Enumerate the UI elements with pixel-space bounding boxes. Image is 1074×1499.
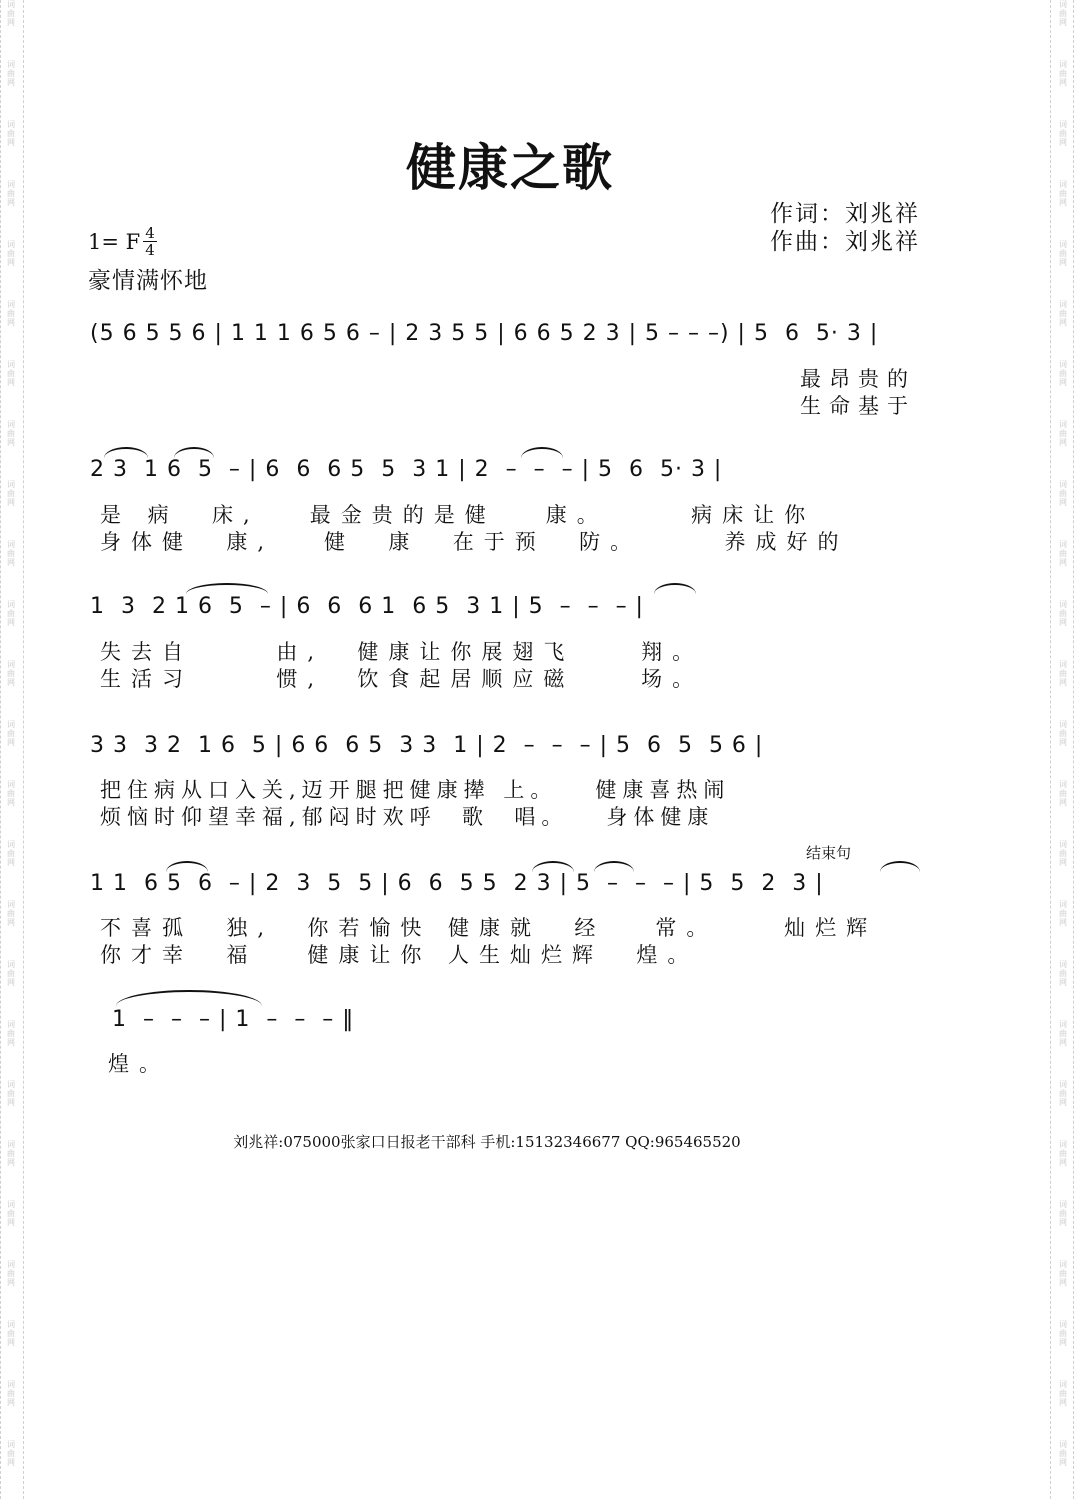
watermark-char: 词 (7, 300, 15, 309)
watermark-char: 网 (7, 318, 15, 327)
watermark-char: 曲 (7, 1449, 15, 1458)
watermark-char: 曲 (7, 1089, 15, 1098)
watermark-char: 网 (1059, 1398, 1067, 1407)
watermark-char: 词 (7, 600, 15, 609)
watermark-char: 曲 (1059, 489, 1067, 498)
key-signature: 1= F (88, 230, 141, 254)
watermark-char: 网 (7, 378, 15, 387)
watermark-char: 网 (1059, 738, 1067, 747)
watermark-stack (1052, 1020, 1074, 1047)
watermark-char: 网 (1059, 798, 1067, 807)
contact-footer: 刘兆祥:075000张家口日报老干部科 手机:15132346677 QQ:965465520 (233, 1133, 741, 1151)
notation-system-6: 1 – – – | 1 – – – ‖ (112, 1007, 355, 1032)
watermark-stack (0, 1320, 22, 1347)
watermark-char: 网 (1059, 618, 1067, 627)
watermark-stack (1052, 540, 1074, 567)
watermark-char: 网 (1059, 498, 1067, 507)
watermark-char: 网 (1059, 1158, 1067, 1167)
watermark-char: 网 (1059, 258, 1067, 267)
watermark-char: 词 (7, 1020, 15, 1029)
watermark-char: 词 (1059, 960, 1067, 969)
watermark-char: 词 (7, 960, 15, 969)
watermark-char: 网 (7, 918, 15, 927)
watermark-stack (1052, 960, 1074, 987)
watermark-char: 曲 (7, 69, 15, 78)
watermark-stack (0, 1080, 22, 1107)
watermark-char: 网 (7, 1038, 15, 1047)
watermark-char: 曲 (7, 429, 15, 438)
lyricist-credit: 作词：刘兆祥 (770, 201, 920, 227)
watermark-char: 曲 (7, 969, 15, 978)
watermark-char: 曲 (1059, 1209, 1067, 1218)
lyric-system-4-verse-1: 把住病从口入关,迈开腿把健康撵 上。 健康喜热闹 (100, 778, 731, 802)
watermark-char: 词 (7, 420, 15, 429)
watermark-char: 曲 (7, 849, 15, 858)
watermark-char: 曲 (1059, 909, 1067, 918)
watermark-char: 曲 (1059, 1149, 1067, 1158)
watermark-char: 词 (1059, 240, 1067, 249)
watermark-char: 曲 (7, 549, 15, 558)
watermark-char: 词 (7, 1080, 15, 1089)
watermark-char: 网 (7, 1278, 15, 1287)
watermark-char: 曲 (1059, 1089, 1067, 1098)
time-signature-bottom: 4 (145, 241, 155, 259)
watermark-stack (0, 1200, 22, 1227)
watermark-stack (0, 420, 22, 447)
watermark-stack (1052, 660, 1074, 687)
notation-system-4: 3 3 3 2 1 6 5 | 6 6 6 5 3 3 1 | 2 – – – | 5 6 5 5 6 | (90, 733, 764, 758)
watermark-stack (1052, 300, 1074, 327)
watermark-char: 网 (1059, 1218, 1067, 1227)
watermark-stack (0, 540, 22, 567)
watermark-char: 曲 (7, 189, 15, 198)
watermark-char: 曲 (7, 1269, 15, 1278)
watermark-char: 曲 (1059, 609, 1067, 618)
watermark-char: 曲 (1059, 729, 1067, 738)
watermark-char: 曲 (7, 609, 15, 618)
watermark-char: 曲 (1059, 1389, 1067, 1398)
watermark-stack (1052, 1080, 1074, 1107)
watermark-char: 网 (1059, 918, 1067, 927)
watermark-char: 曲 (7, 309, 15, 318)
lyric-system-1-verse-1: 最昂贵的 (800, 367, 916, 391)
watermark-char: 词 (7, 540, 15, 549)
watermark-char: 曲 (1059, 1029, 1067, 1038)
watermark-char: 网 (7, 138, 15, 147)
watermark-char: 曲 (7, 1209, 15, 1218)
watermark-char: 曲 (1059, 1449, 1067, 1458)
watermark-stack (1052, 420, 1074, 447)
watermark-stack (0, 840, 22, 867)
watermark-stack (1052, 900, 1074, 927)
watermark-char: 网 (7, 978, 15, 987)
watermark-stack (1052, 1200, 1074, 1227)
watermark-char: 网 (7, 558, 15, 567)
watermark-char: 网 (1059, 438, 1067, 447)
watermark-char: 词 (7, 1440, 15, 1449)
watermark-char: 曲 (7, 1149, 15, 1158)
watermark-char: 曲 (7, 1329, 15, 1338)
watermark-char: 曲 (7, 1029, 15, 1038)
lyric-system-6-verse-1: 煌。 (108, 1052, 170, 1076)
watermark-char: 网 (7, 1458, 15, 1467)
watermark-stack (1052, 240, 1074, 267)
watermark-char: 网 (7, 258, 15, 267)
time-signature (142, 225, 158, 258)
song-title: 健康之歌 (406, 138, 614, 197)
watermark-char: 词 (1059, 1080, 1067, 1089)
watermark-char: 网 (1059, 138, 1067, 147)
watermark-stack (1052, 480, 1074, 507)
watermark-char: 网 (1059, 78, 1067, 87)
watermark-char: 曲 (1059, 849, 1067, 858)
watermark-char: 词 (7, 660, 15, 669)
watermark-char: 词 (1059, 840, 1067, 849)
watermark-char: 曲 (7, 129, 15, 138)
watermark-char: 网 (1059, 1098, 1067, 1107)
lyric-system-3-verse-2: 生活习 惯, 饮食起居顺应磁 场。 (100, 667, 704, 691)
watermark-stack (0, 0, 22, 27)
watermark-stack (1052, 840, 1074, 867)
watermark-stack (0, 1380, 22, 1407)
watermark-stack (0, 900, 22, 927)
watermark-char: 词 (1059, 540, 1067, 549)
watermark-stack (1052, 1380, 1074, 1407)
watermark-char: 词 (1059, 120, 1067, 129)
watermark-char: 词 (7, 720, 15, 729)
watermark-char: 曲 (1059, 549, 1067, 558)
watermark-char: 曲 (7, 9, 15, 18)
watermark-char: 词 (1059, 1440, 1067, 1449)
watermark-char: 网 (7, 1158, 15, 1167)
watermark-char: 词 (7, 840, 15, 849)
watermark-char: 词 (1059, 300, 1067, 309)
watermark-char: 曲 (1059, 789, 1067, 798)
watermark-stack (0, 660, 22, 687)
watermark-char: 词 (7, 900, 15, 909)
watermark-stack (1052, 1140, 1074, 1167)
watermark-char: 词 (7, 120, 15, 129)
watermark-stack (1052, 1260, 1074, 1287)
watermark-char: 曲 (1059, 369, 1067, 378)
watermark-char: 词 (1059, 1140, 1067, 1149)
lyric-system-5-verse-1: 不喜孤 独, 你若愉快 健康就 经 常。 灿烂辉 (100, 916, 878, 940)
watermark-char: 曲 (1059, 69, 1067, 78)
watermark-char: 曲 (1059, 969, 1067, 978)
watermark-char: 网 (1059, 1038, 1067, 1047)
watermark-char: 曲 (7, 369, 15, 378)
watermark-char: 曲 (7, 669, 15, 678)
watermark-char: 网 (1059, 978, 1067, 987)
watermark-char: 词 (1059, 1320, 1067, 1329)
slur (654, 583, 696, 594)
tempo-marking: 豪情满怀地 (88, 268, 208, 294)
watermark-stack (0, 960, 22, 987)
composer-credit: 作曲：刘兆祥 (770, 229, 920, 255)
watermark-char: 词 (7, 1320, 15, 1329)
watermark-char: 网 (7, 1338, 15, 1347)
watermark-stack (1052, 720, 1074, 747)
watermark-char: 词 (1059, 180, 1067, 189)
watermark-char: 词 (7, 1140, 15, 1149)
slur (186, 583, 268, 594)
watermark-char: 词 (7, 480, 15, 489)
watermark-stack (1052, 0, 1074, 27)
notation-system-5: 1 1 6 5 6 – | 2 3 5 5 | 6 6 5 5 2 3 | 5 – – – | 5 5 2 3 | (90, 871, 824, 896)
watermark-char: 网 (1059, 378, 1067, 387)
watermark-stack (0, 480, 22, 507)
watermark-char: 词 (1059, 360, 1067, 369)
watermark-char: 网 (7, 198, 15, 207)
watermark-char: 网 (7, 1098, 15, 1107)
watermark-char: 网 (7, 498, 15, 507)
watermark-char: 网 (7, 738, 15, 747)
watermark-stack (1052, 180, 1074, 207)
lyric-system-1-verse-2: 生命基于 (800, 394, 916, 418)
watermark-char: 曲 (7, 789, 15, 798)
watermark-stack (0, 1020, 22, 1047)
watermark-stack (0, 1440, 22, 1467)
watermark-stack (0, 780, 22, 807)
watermark-char: 曲 (7, 249, 15, 258)
watermark-char: 词 (1059, 600, 1067, 609)
watermark-char: 词 (1059, 780, 1067, 789)
watermark-stack (1052, 60, 1074, 87)
watermark-char: 词 (1059, 1380, 1067, 1389)
watermark-char: 曲 (1059, 669, 1067, 678)
watermark-stack (0, 1260, 22, 1287)
watermark-char: 网 (1059, 1338, 1067, 1347)
watermark-char: 词 (1059, 60, 1067, 69)
watermark-char: 词 (1059, 660, 1067, 669)
watermark-stack (0, 240, 22, 267)
lyric-system-4-verse-2: 烦恼时仰望幸福,郁闷时欢呼 歌 唱。 身体健康 (100, 805, 715, 829)
watermark-char: 词 (1059, 1200, 1067, 1209)
watermark-stack (1052, 1440, 1074, 1467)
lyric-system-2-verse-2: 身体健 康, 健 康 在于预 防。 养成好的 (100, 530, 849, 554)
watermark-char: 网 (7, 1218, 15, 1227)
watermark-char: 曲 (1059, 9, 1067, 18)
watermark-char: 词 (7, 1380, 15, 1389)
watermark-stack (0, 300, 22, 327)
watermark-char: 网 (1059, 1458, 1067, 1467)
watermark-stack (1052, 1320, 1074, 1347)
watermark-stack (1052, 120, 1074, 147)
watermark-char: 网 (1059, 1278, 1067, 1287)
watermark-stack (1052, 360, 1074, 387)
watermark-char: 网 (7, 858, 15, 867)
watermark-stack (0, 60, 22, 87)
watermark-char: 网 (1059, 858, 1067, 867)
watermark-char: 网 (1059, 18, 1067, 27)
watermark-char: 词 (7, 1200, 15, 1209)
lyric-system-2-verse-1: 是 病 床, 最金贵的是健 康。 病床让你 (100, 503, 816, 527)
watermark-char: 曲 (1059, 189, 1067, 198)
watermark-char: 词 (1059, 720, 1067, 729)
watermark-char: 词 (7, 240, 15, 249)
watermark-char: 词 (1059, 0, 1067, 9)
time-signature-top: 4 (145, 224, 155, 242)
watermark-stack (0, 360, 22, 387)
watermark-char: 网 (7, 18, 15, 27)
watermark-char: 词 (7, 0, 15, 9)
watermark-char: 词 (1059, 1020, 1067, 1029)
watermark-stack (0, 600, 22, 627)
watermark-char: 网 (1059, 318, 1067, 327)
watermark-char: 网 (7, 678, 15, 687)
tie (116, 990, 262, 1006)
watermark-char: 曲 (1059, 249, 1067, 258)
ending-phrase-label: 结束句 (806, 844, 852, 862)
watermark-char: 曲 (1059, 429, 1067, 438)
watermark-char: 词 (7, 360, 15, 369)
slur (880, 861, 920, 872)
watermark-stack (1052, 600, 1074, 627)
watermark-char: 曲 (7, 489, 15, 498)
watermark-char: 词 (1059, 900, 1067, 909)
watermark-char: 词 (1059, 1260, 1067, 1269)
notation-system-1: (5 6 5 5 6 | 1 1 1 6 5 6 – | 2 3 5 5 | 6 6 5 2 3 | 5 – – –) | 5 6 5· 3 | (90, 321, 879, 346)
watermark-char: 网 (7, 798, 15, 807)
lyric-system-5-verse-2: 你才幸 福 健康让你 人生灿烂辉 煌。 (100, 943, 699, 967)
watermark-char: 网 (7, 78, 15, 87)
watermark-char: 词 (1059, 420, 1067, 429)
watermark-char: 网 (1059, 558, 1067, 567)
watermark-char: 曲 (7, 1389, 15, 1398)
watermark-char: 网 (7, 438, 15, 447)
watermark-char: 曲 (7, 909, 15, 918)
watermark-stack (0, 720, 22, 747)
watermark-char: 网 (7, 1398, 15, 1407)
watermark-char: 曲 (1059, 1269, 1067, 1278)
watermark-char: 网 (1059, 198, 1067, 207)
lyric-system-3-verse-1: 失去自 由, 健康让你展翅飞 翔。 (100, 640, 704, 664)
watermark-char: 词 (7, 780, 15, 789)
watermark-char: 词 (1059, 480, 1067, 489)
watermark-stack (1052, 780, 1074, 807)
watermark-char: 词 (7, 180, 15, 189)
watermark-char: 曲 (1059, 129, 1067, 138)
notation-system-3: 1 3 2 1 6 5 – | 6 6 6 1 6 5 3 1 | 5 – – – | (90, 594, 644, 619)
watermark-char: 网 (1059, 678, 1067, 687)
watermark-char: 曲 (1059, 309, 1067, 318)
watermark-char: 网 (7, 618, 15, 627)
watermark-char: 曲 (1059, 1329, 1067, 1338)
watermark-char: 曲 (7, 729, 15, 738)
watermark-char: 词 (7, 1260, 15, 1269)
watermark-char: 词 (7, 60, 15, 69)
notation-system-2: 2 3 1 6 5 – | 6 6 6 5 5 3 1 | 2 – – – | 5 6 5· 3 | (90, 457, 723, 482)
